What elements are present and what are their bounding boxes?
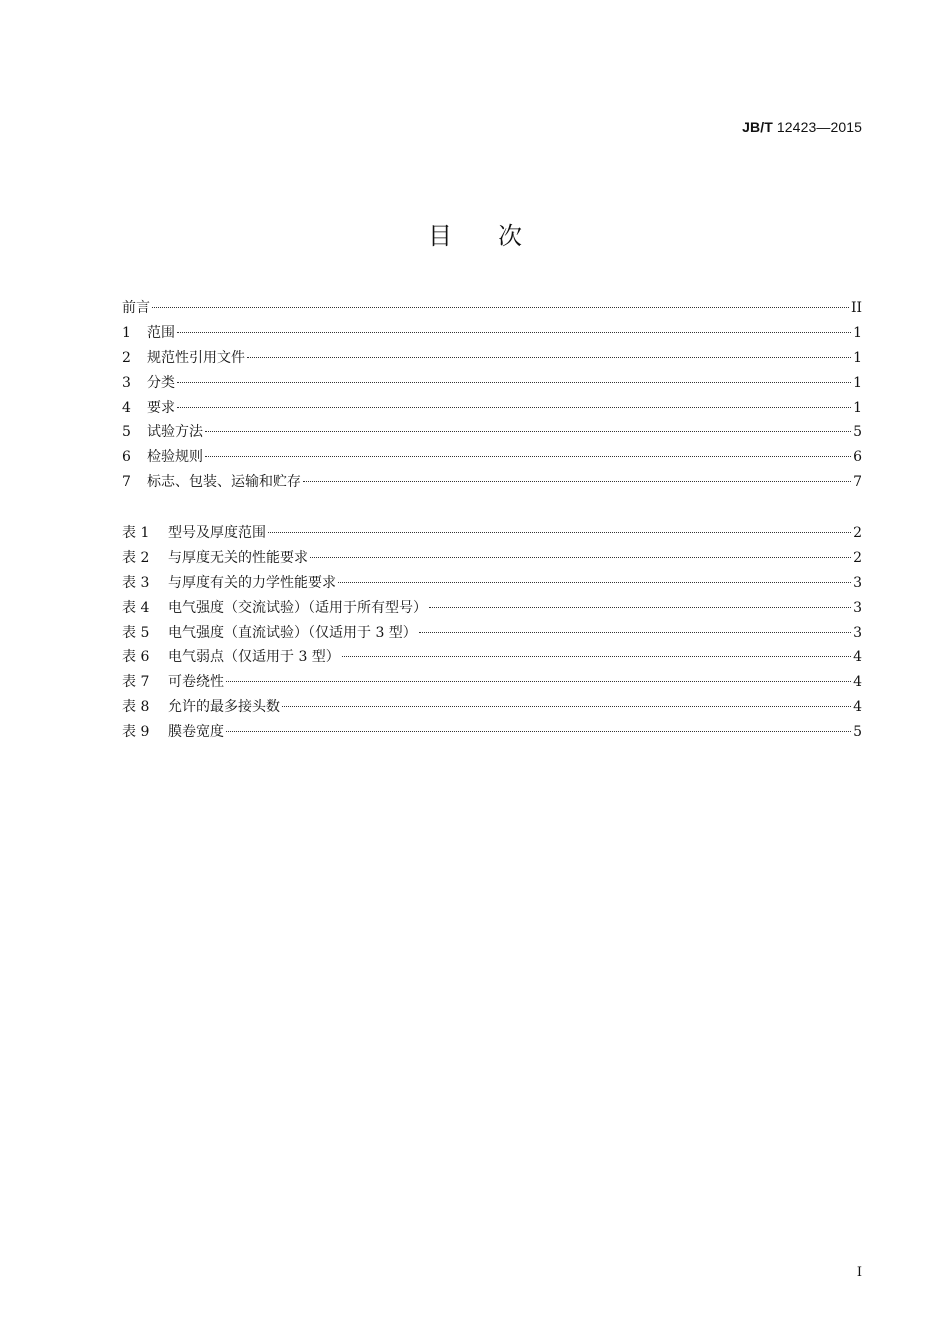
toc-table-entry[interactable] — [122, 521, 862, 546]
toc-table-number: 表 2 — [122, 549, 150, 566]
toc-entry-number: 4 — [122, 399, 131, 416]
dot-leader — [268, 532, 851, 533]
toc-table-entry[interactable] — [122, 645, 862, 670]
toc-entry-label: 检验规则 — [147, 449, 203, 466]
toc-entry[interactable] — [122, 445, 862, 470]
toc-table-label: 与厚度有关的力学性能要求 — [168, 574, 336, 591]
toc-table-label: 电气强度（交流试验）（适用于所有型号） — [168, 599, 427, 616]
dot-leader — [342, 656, 851, 657]
toc-table-page: 4 — [853, 699, 862, 716]
toc-tables-list — [122, 521, 862, 745]
toc-entry-label: 标志、包装、运输和贮存 — [147, 474, 301, 491]
toc-entry-page: 7 — [853, 474, 862, 491]
toc-entry-number: 3 — [122, 374, 131, 391]
toc-table-entry[interactable] — [122, 670, 862, 695]
toc-table-number: 表 4 — [122, 599, 150, 616]
toc-entry-number: 2 — [122, 349, 131, 366]
toc-table-entry[interactable] — [122, 695, 862, 720]
dot-leader — [226, 731, 851, 732]
toc-table-page: 4 — [853, 649, 862, 666]
standard-code — [742, 117, 862, 137]
dot-leader — [177, 382, 851, 383]
dot-leader — [177, 332, 851, 333]
dot-leader — [338, 582, 851, 583]
toc-entry[interactable] — [122, 321, 862, 346]
toc-table-entry[interactable] — [122, 571, 862, 596]
toc-table-entry[interactable] — [122, 596, 862, 621]
toc-table-number: 表 5 — [122, 624, 150, 641]
toc-entry-label: 分类 — [147, 374, 175, 391]
toc-entry[interactable] — [122, 396, 862, 421]
toc-table-label: 与厚度无关的性能要求 — [168, 549, 308, 566]
page-title: 目次 — [428, 222, 568, 250]
dot-leader — [419, 632, 851, 633]
toc-table-entry[interactable] — [122, 546, 862, 571]
toc-table-label: 膜卷宽度 — [168, 724, 224, 741]
dot-leader — [282, 706, 851, 707]
toc-table-label: 型号及厚度范围 — [168, 525, 266, 541]
toc-table-page: 5 — [853, 724, 862, 741]
toc-entry[interactable] — [122, 470, 862, 495]
toc-table-number: 表 8 — [122, 699, 150, 716]
toc-table-label: 电气强度（直流试验）（仅适用于 3 型） — [168, 624, 417, 641]
dot-leader — [177, 407, 851, 408]
toc-table-page: 4 — [853, 674, 862, 691]
page-number: I — [856, 1265, 862, 1280]
toc-table-label: 可卷绕性 — [168, 674, 224, 691]
toc-entry-number: 7 — [122, 474, 131, 491]
toc-table-page: 2 — [853, 549, 862, 566]
toc-entry-foreword[interactable] — [122, 296, 862, 321]
dot-leader — [303, 481, 851, 482]
toc-entry-label: 规范性引用文件 — [147, 349, 245, 366]
toc-entry-label: 前言 — [122, 300, 150, 316]
toc-entry-page: 6 — [853, 449, 862, 466]
toc-entry-number: 1 — [122, 324, 131, 341]
toc-table-number: 表 1 — [122, 525, 150, 541]
toc-table-number: 表 3 — [122, 574, 150, 591]
dot-leader — [152, 307, 849, 308]
toc-table-label: 电气弱点（仅适用于 3 型） — [168, 649, 340, 666]
toc-entry[interactable] — [122, 420, 862, 445]
toc-entry[interactable] — [122, 371, 862, 396]
toc-table-number: 表 6 — [122, 649, 150, 666]
toc-entry-page: 1 — [853, 324, 862, 341]
toc-entry-label: 要求 — [147, 399, 175, 416]
toc-clauses-list — [122, 296, 862, 495]
toc-table-label: 允许的最多接头数 — [168, 699, 280, 716]
dot-leader — [205, 431, 851, 432]
dot-leader — [310, 557, 851, 558]
dot-leader — [205, 456, 851, 457]
toc-entry-number: 5 — [122, 424, 131, 441]
toc-table-entry[interactable] — [122, 720, 862, 745]
dot-leader — [247, 357, 851, 358]
toc-table-page: 2 — [853, 525, 862, 541]
standard-prefix: JB/T — [742, 119, 773, 135]
toc-entry-page: 1 — [853, 349, 862, 366]
toc-entry-page: 1 — [853, 399, 862, 416]
toc-table-entry[interactable] — [122, 621, 862, 646]
toc-table-page: 3 — [853, 574, 862, 591]
toc-entry-page: 1 — [853, 374, 862, 391]
dot-leader — [226, 681, 851, 682]
standard-number: 12423—2015 — [772, 119, 862, 135]
toc-entry-page: 5 — [853, 424, 862, 441]
toc-entry[interactable] — [122, 346, 862, 371]
dot-leader — [429, 607, 851, 608]
toc-table-number: 表 7 — [122, 674, 150, 691]
toc-entry-label: 试验方法 — [147, 424, 203, 441]
toc-table-number: 表 9 — [122, 724, 150, 741]
toc-table-page: 3 — [853, 599, 862, 616]
toc-entry-number: 6 — [122, 449, 131, 466]
toc-entry-page: II — [850, 300, 862, 316]
toc-table-page: 3 — [853, 624, 862, 641]
toc-entry-label: 范围 — [147, 324, 175, 341]
